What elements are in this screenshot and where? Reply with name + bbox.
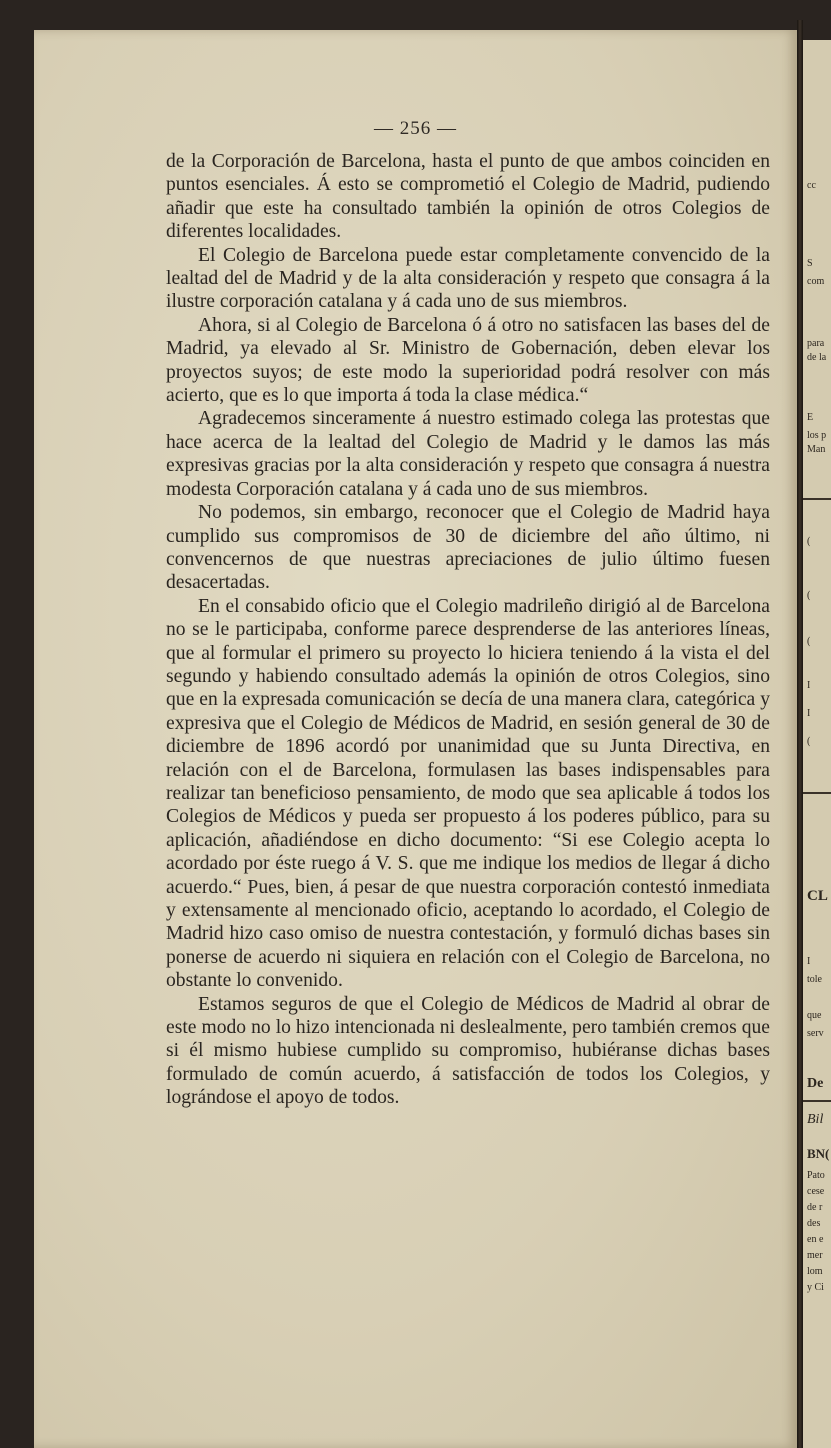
- adjacent-fragment: (: [807, 590, 811, 601]
- adjacent-fragment: des: [807, 1218, 821, 1229]
- adjacent-fragment: I: [807, 680, 811, 691]
- adjacent-fragment: para: [807, 338, 825, 349]
- adjacent-fragment: los p: [807, 430, 827, 441]
- paragraph: Agradecemos sinceramente á nuestro estimado colega las protestas que hace acerca de la lealtad del Colegio de Madrid y le damos las más expresivas gracias por la alta consideración y respeto que consagra á nuestra modesta Corporación catalana y á cada uno de sus miembros.: [166, 408, 770, 500]
- adjacent-fragment: cc: [807, 180, 816, 191]
- page-number: — 256 —: [374, 118, 457, 139]
- adjacent-fragment: E: [807, 412, 814, 423]
- adjacent-fragment: lom: [807, 1266, 823, 1277]
- adjacent-fragment: de r: [807, 1202, 823, 1213]
- adjacent-fragment: Bil: [807, 1112, 824, 1127]
- paragraph: El Colegio de Barcelona puede estar completamente convencido de la lealtad del de Madrid y de la alta consideración y respeto que consagra á la ilustre corporación catalana y á cada uno de sus miembros.: [166, 244, 770, 313]
- adjacent-fragment: I: [807, 708, 811, 719]
- paragraph: de la Corporación de Barcelona, hasta el punto de que ambos coinciden en puntos esenciales. Á esto se comprometió el Colegio de Madrid, pudiendo añadir que este ha consultado también la opinión de otros Colegios de diferentes localidades.: [166, 151, 770, 243]
- adjacent-fragment: cese: [807, 1186, 825, 1197]
- adjacent-page-edge: [803, 40, 831, 1448]
- adjacent-fragment: De: [807, 1076, 824, 1091]
- adjacent-fragment: y Ci: [807, 1282, 824, 1293]
- adjacent-fragment: serv: [807, 1028, 824, 1039]
- paragraph: Estamos seguros de que el Colegio de Médicos de Madrid al obrar de este modo no lo hizo intencionada ni deslealmente, pero también cremos que si él mismo hubiese cumplido su compromiso, hubiéranse dichas bases formulado de común acuerdo, á satisfacción de todos los Colegios, y lográndose el apoyo de todos.: [166, 993, 770, 1109]
- adjacent-fragment: I: [807, 956, 811, 967]
- adjacent-fragment: en e: [807, 1234, 824, 1245]
- adjacent-fragment: que: [807, 1010, 822, 1021]
- adjacent-fragment: (: [807, 736, 811, 747]
- adjacent-fragment: Pato: [807, 1170, 825, 1181]
- adjacent-rule: [803, 498, 831, 500]
- adjacent-fragment: (: [807, 636, 811, 647]
- article-body: [166, 150, 770, 1110]
- adjacent-rule: [803, 1100, 831, 1102]
- adjacent-fragment: de la: [807, 352, 827, 363]
- paragraph: No podemos, sin embargo, reconocer que el Colegio de Madrid haya cumplido sus compromisos de 30 de diciembre del año último, ni convencernos de que nuestras apreciaciones de julio último fuesen desacertadas.: [166, 502, 770, 594]
- adjacent-fragment: tole: [807, 974, 822, 985]
- adjacent-fragment: Man: [807, 444, 826, 455]
- paragraph: Ahora, si al Colegio de Barcelona ó á otro no satisfacen las bases del de Madrid, ya elevado al Sr. Ministro de Gobernación, deben elevar los proyectos suyos; de este modo la superioridad podrá resolver con más acierto, que es lo que importa á toda la clase médica.“: [166, 314, 770, 407]
- adjacent-fragment: (: [807, 536, 811, 547]
- adjacent-fragment: S: [807, 258, 813, 269]
- adjacent-fragment: CL: [807, 888, 828, 904]
- adjacent-fragment: BN(: [807, 1146, 830, 1161]
- paragraph: En el consabido oficio que el Colegio madrileño dirigió al de Barcelona no se le participaba, conforme parece desprenderse de las anteriores líneas, que al formular el primero su proyecto lo hiciera teniendo á la vista el del segundo y habiendo consultado además la opinión de otros Colegios, sino que en la expresada comunicación se decía de una manera clara, categórica y expresiva que el Colegio de Médicos de Madrid, en sesión general de 30 de diciembre de 1896 acordó por unanimidad que su Junta Directiva, en relación con el de Barcelona, formulasen las bases indispensables para realizar tan beneficioso pensamiento, de modo que sea aplicable á todos los Colegios de Médicos y pueda ser propuesto á los poderes público, para su aplicación, añadiéndose en dicho documento: “Si ese Colegio acepta lo acordado por éste ruego á V. S. que me indique los medios de llegar á dicho acuerdo.“ Pues, bien, á pesar de que nuestra corporación contestó inmediata y extensamente al mencionado oficio, aceptando lo acordado, el Colegio de Madrid hizo caso omiso de nuestra contestación, y formuló dichas bases sin ponerse de acuerdo ni siquiera en relación con el Colegio de Barcelona, no obstante lo convenido.: [166, 595, 770, 992]
- adjacent-fragment: mer: [807, 1250, 823, 1261]
- adjacent-fragment: com: [807, 276, 825, 287]
- adjacent-rule: [803, 792, 831, 794]
